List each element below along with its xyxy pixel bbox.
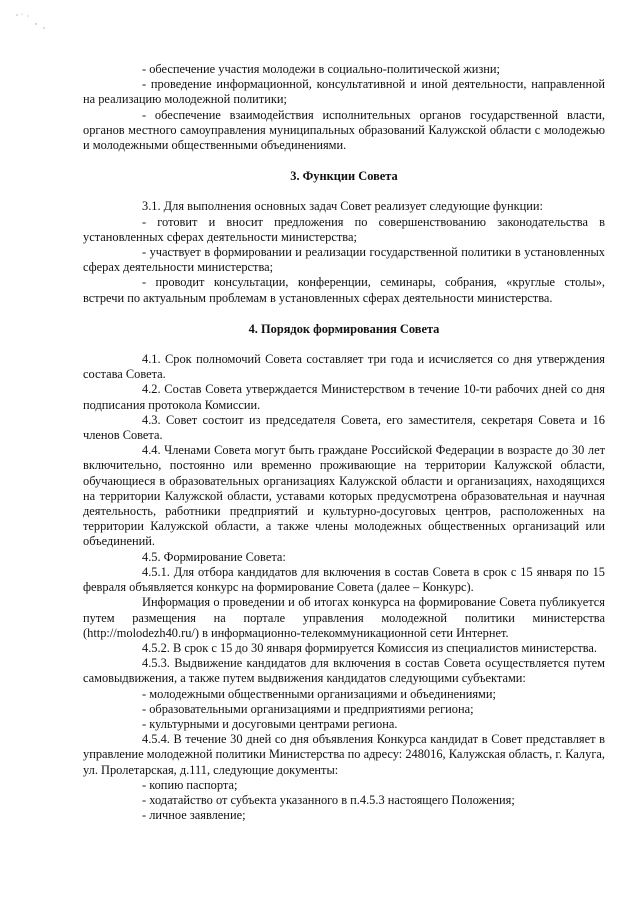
paragraph: 4.4. Членами Совета могут быть граждане Российской Федерации в возрасте до 30 лет включительно, постоянно или временно проживающие на территории Калужской области, обучающиеся в образовательных организациях Калужской области и организациях, находящихся на территории Калужской области, уставами которых предусмотрена образовательная и научная деятельность, работники предприятий и культурно-досуговых центров, расположенных на территории Калужской области, а также члены молодежных общественных организаций или объединений. — [83, 443, 605, 549]
paragraph: 4.5. Формирование Совета: — [142, 549, 286, 564]
paragraph: 4.5.2. В срок с 15 до 30 января формируется Комиссия из специалистов министерства. — [142, 640, 598, 655]
bullet-item: - готовит и вносит предложения по совершенствованию законодательства в установленных сферах деятельности министерства; — [83, 214, 605, 244]
paragraph: 3.1. Для выполнения основных задач Совет реализует следующие функции: — [142, 199, 543, 214]
bullet-item: - личное заявление; — [142, 808, 246, 823]
paragraph: 4.1. Срок полномочий Совета составляет три года и исчисляется со дня утверждения состава Совета. — [83, 352, 605, 382]
paragraph: 4.5.3. Выдвижение кандидатов для включения в состав Совета осуществляется путем самовыдвижения, а также путем выдвижения кандидатов следующими субъектами: — [83, 656, 605, 686]
paragraph: 4.5.1. Для отбора кандидатов для включения в состав Совета в срок с 15 января по 15 февраля объявляется конкурс на формирование Совета (далее – Конкурс). — [83, 564, 605, 595]
bullet-item: - образовательными организациями и предприятиями региона; — [142, 701, 474, 716]
paragraph: 4.2. Состав Совета утверждается Министерством в течение 10-ти рабочих дней со дня подписания протокола Комиссии. — [83, 382, 605, 412]
paragraph: 4.5.4. В течение 30 дней со дня объявления Конкурса кандидат в Совет представляет в управление молодежной политики Министерства по адресу: 248016, Калужская область, г. Калуга, ул. Пролетарская, д.111, следующие документы: — [83, 732, 605, 777]
paragraph: Информация о проведении и об итогах конкурса на формирование Совета публикуется путем размещения на портале управления молодежной политики министерства (http://molodezh40.ru/) в информационно-телекоммуникационной сети Интернет. — [83, 595, 605, 640]
bullet-item: - молодежными общественными организациями и объединениями; — [142, 686, 496, 701]
bullet-item: - культурными и досуговыми центрами региона. — [142, 716, 398, 731]
bullet-item: - проведение информационной, консультативной и иной деятельности, направленной на реализацию молодежной политики; — [83, 77, 605, 107]
paragraph: 4.3. Совет состоит из председателя Совета, его заместителя, секретаря Совета и 16 членов Совета. — [83, 412, 605, 443]
bullet-item: - копию паспорта; — [142, 777, 238, 792]
section-heading: 3. Функции Совета — [290, 169, 398, 184]
bullet-item: - участвует в формировании и реализации государственной политики в установленных сферах деятельности министерства; — [83, 245, 605, 275]
document-page — [83, 62, 605, 823]
bullet-item: - обеспечение взаимодействия исполнительных органов государственной власти, органов местного самоуправления муниципальных образований Калужской области с молодежью и молодежными общественными объединениями. — [83, 107, 605, 153]
scan-artifact-marks — [14, 10, 50, 32]
section-heading: 4. Порядок формирования Совета — [248, 321, 440, 336]
bullet-item: - проводит консультации, конференции, семинары, собрания, «круглые столы», встречи по актуальным проблемам в установленных сферах деятельности министерства. — [83, 275, 605, 305]
bullet-item: - обеспечение участия молодежи в социально-политической жизни; — [142, 62, 501, 76]
bullet-item: - ходатайство от субъекта указанного в п.4.5.3 настоящего Положения; — [142, 792, 515, 807]
